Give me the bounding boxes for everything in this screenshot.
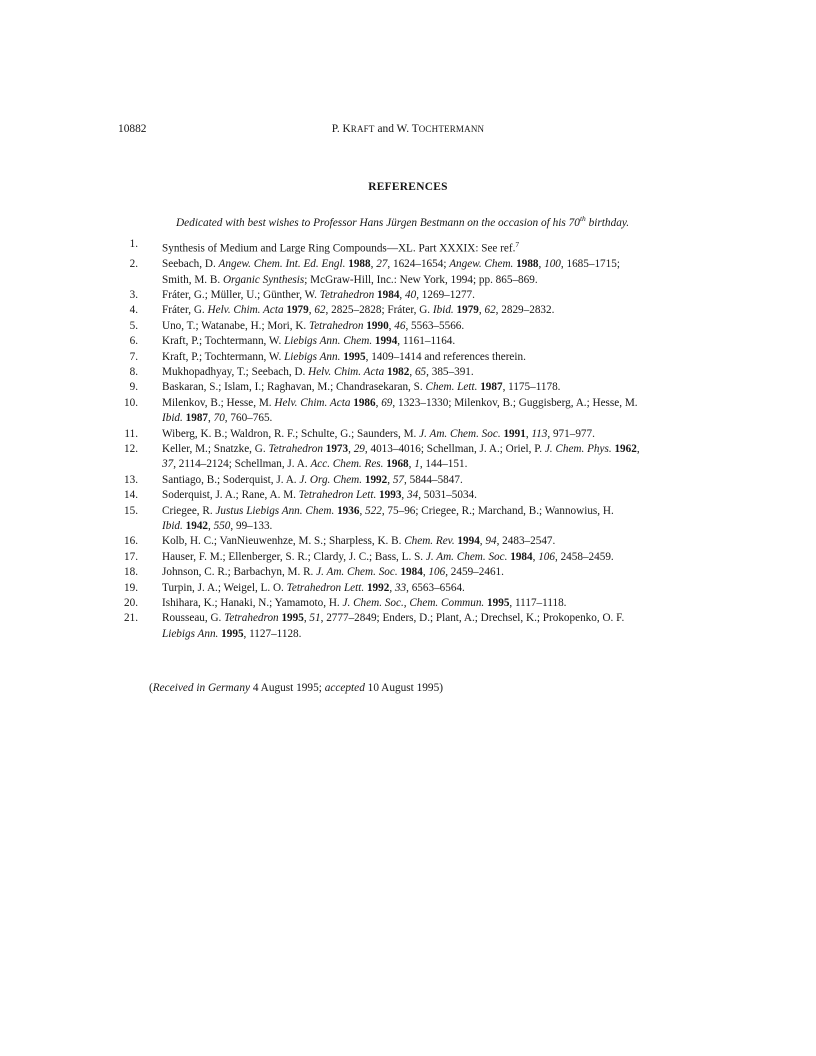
reference-item bbox=[118, 365, 718, 380]
reference-text: , bbox=[388, 319, 395, 332]
reference-text: , 4013–4016; Schellman, J. A.; Oriel, P. bbox=[364, 443, 545, 456]
reference-italic-text: Liebigs Ann. bbox=[162, 627, 219, 640]
reference-text: , 2483–2547. bbox=[496, 535, 556, 548]
reference-italic-text: Tetrahedron bbox=[309, 319, 364, 332]
reference-superscript: 7 bbox=[515, 240, 520, 249]
reference-text: , 1323–1330; Milenkov, B.; Guggisberg, A.; Hesse, M. bbox=[392, 396, 638, 409]
reference-text: , 5563–5566. bbox=[405, 319, 465, 332]
reference-line bbox=[162, 611, 718, 626]
reference-italic-text: Organic Synthesis bbox=[222, 273, 305, 286]
reference-year: 1993 bbox=[379, 489, 402, 502]
reference-italic-text: 106 bbox=[428, 566, 446, 579]
reference-text: , 5844–5847. bbox=[404, 473, 463, 486]
reference-text: , 144–151. bbox=[419, 458, 468, 471]
reference-text: , 75–96; Criegee, R.; Marchand, B.; Wannowius, H. bbox=[381, 504, 614, 517]
author-conjunction: and bbox=[377, 123, 394, 135]
page-number: 10882 bbox=[118, 123, 147, 135]
reference-line bbox=[162, 519, 718, 534]
reference-line bbox=[162, 565, 718, 580]
reference-year: 1982 bbox=[386, 365, 410, 378]
reference-number: 1. bbox=[129, 238, 138, 250]
reference-line bbox=[162, 534, 718, 549]
reference-text: Synthesis of Medium and Large Ring Compounds—XL. Part XXXIX: See ref. bbox=[162, 242, 516, 255]
reference-text: , bbox=[478, 304, 485, 317]
reference-line bbox=[162, 273, 718, 288]
reference-number: 16. bbox=[124, 535, 138, 548]
reference-number: 14. bbox=[124, 489, 138, 502]
reference-text: , 1127–1128. bbox=[243, 627, 302, 640]
reference-year: 1988 bbox=[516, 258, 539, 271]
reference-item bbox=[118, 319, 718, 334]
reference-text: Mukhopadhyay, T.; Seebach, D. bbox=[162, 365, 309, 378]
reference-italic-text: 113 bbox=[531, 427, 548, 440]
reference-line bbox=[162, 581, 718, 596]
reference-italic-text: J. Am. Chem. Soc. bbox=[419, 427, 501, 440]
accepted-label: accepted bbox=[324, 682, 365, 694]
reference-text: , bbox=[389, 581, 395, 594]
reference-item bbox=[118, 581, 718, 596]
reference-italic-text: Angew. Chem. Int. Ed. Engl. bbox=[218, 258, 346, 271]
reference-item bbox=[118, 303, 718, 318]
reference-number: 8. bbox=[129, 365, 138, 378]
reference-item bbox=[118, 427, 718, 442]
reference-italic-text: Liebigs Ann. Chem. bbox=[284, 335, 373, 348]
reference-text: Uno, T.; Watanabe, H.; Mori, K. bbox=[162, 319, 309, 332]
reference-italic-text: Chem. Lett. bbox=[425, 381, 478, 394]
reference-year: 1962 bbox=[614, 443, 637, 456]
reference-line bbox=[162, 257, 718, 272]
received-note bbox=[149, 682, 443, 694]
reference-text: , 2825–2828; Fráter, G. bbox=[325, 304, 433, 317]
reference-line bbox=[162, 396, 718, 411]
reference-italic-text: J. Org. Chem. bbox=[299, 473, 363, 486]
reference-text: , bbox=[387, 473, 393, 486]
reference-line bbox=[162, 319, 718, 334]
reference-number: 13. bbox=[124, 473, 138, 486]
reference-year: 1988 bbox=[348, 258, 371, 271]
accepted-date: 10 August 1995) bbox=[364, 682, 443, 694]
reference-number: 3. bbox=[129, 288, 138, 301]
reference-text: , bbox=[409, 365, 415, 378]
reference-italic-text: 94 bbox=[485, 535, 497, 548]
reference-text: Fráter, G. bbox=[162, 304, 208, 317]
reference-text: Ishihara, K.; Hanaki, N.; Yamamoto, H. bbox=[162, 597, 343, 610]
reference-italic-text: J. Chem. Soc., Chem. Commun. bbox=[342, 597, 485, 610]
reference-italic-text: Chem. Rev. bbox=[404, 535, 455, 548]
reference-italic-text: 65 bbox=[414, 365, 427, 378]
reference-text: Soderquist, J. A.; Rane, A. M. bbox=[162, 489, 299, 502]
reference-text: , bbox=[532, 550, 539, 563]
reference-year: 1979 bbox=[286, 304, 309, 317]
reference-line bbox=[162, 380, 718, 395]
reference-year: 1936 bbox=[337, 504, 360, 517]
reference-italic-text: 100 bbox=[544, 258, 561, 271]
reference-italic-text: Ibid. bbox=[432, 304, 454, 317]
reference-item bbox=[118, 565, 718, 580]
reference-item bbox=[118, 442, 718, 473]
reference-item bbox=[118, 396, 718, 427]
reference-text: , 1685–1715; bbox=[560, 258, 620, 271]
reference-text: , 1175–1178. bbox=[502, 381, 561, 394]
running-authors bbox=[118, 123, 698, 135]
reference-text: Santiago, B.; Soderquist, J. A. bbox=[162, 473, 300, 486]
reference-text: , 2459–2461. bbox=[445, 566, 504, 579]
dedication-tail: birthday. bbox=[585, 216, 630, 229]
reference-text: , bbox=[348, 443, 354, 456]
reference-item bbox=[118, 288, 718, 303]
reference-italic-text: 27 bbox=[376, 258, 388, 271]
reference-year: 1995 bbox=[221, 627, 244, 640]
reference-text: , bbox=[308, 304, 315, 317]
reference-italic-text: Helv. Chim. Acta bbox=[274, 396, 351, 409]
reference-year: 1994 bbox=[374, 335, 398, 348]
reference-italic-text: 550 bbox=[213, 520, 231, 533]
reference-item bbox=[118, 488, 718, 503]
reference-text: Hauser, F. M.; Ellenberger, S. R.; Clardy, J. C.; Bass, L. S. bbox=[162, 550, 426, 563]
reference-line bbox=[162, 303, 718, 318]
reference-year: 1968 bbox=[386, 458, 409, 471]
reference-item bbox=[118, 611, 718, 642]
reference-line bbox=[162, 427, 718, 442]
reference-item bbox=[118, 257, 718, 288]
reference-year: 1984 bbox=[510, 550, 533, 563]
reference-year: 1979 bbox=[456, 304, 479, 317]
reference-item bbox=[118, 550, 718, 565]
dedication bbox=[176, 214, 696, 229]
reference-text: ; McGraw-Hill, Inc.: New York, 1994; pp. 865–869. bbox=[304, 273, 538, 286]
reference-year: 1986 bbox=[353, 396, 376, 409]
author-2-surname-rest: OCHTERMANN bbox=[418, 124, 485, 134]
reference-year: 1942 bbox=[185, 520, 208, 533]
reference-year: 1994 bbox=[457, 535, 480, 548]
reference-text: Turpin, J. A.; Weigel, L. O. bbox=[162, 581, 287, 594]
reference-text: Keller, M.; Snatzke, G. bbox=[162, 443, 269, 456]
reference-item bbox=[118, 237, 718, 257]
reference-line bbox=[162, 350, 718, 365]
reference-line bbox=[162, 457, 718, 472]
reference-number: 12. bbox=[124, 443, 138, 456]
reference-item bbox=[118, 596, 718, 611]
reference-year: 1987 bbox=[185, 412, 208, 425]
reference-text: , 6563–6564. bbox=[406, 581, 465, 594]
reference-year: 1995 bbox=[281, 612, 304, 625]
reference-number: 6. bbox=[129, 335, 138, 348]
reference-number: 2. bbox=[129, 258, 138, 271]
reference-italic-text: Justus Liebigs Ann. Chem. bbox=[215, 504, 335, 517]
reference-item bbox=[118, 334, 718, 349]
reference-text: , 2114–2124; Schellman, J. A. bbox=[173, 458, 311, 471]
reference-text: , 760–765. bbox=[224, 412, 273, 425]
reference-italic-text: 40 bbox=[405, 288, 417, 301]
reference-italic-text: Ibid. bbox=[162, 520, 183, 533]
reference-italic-text: J. Am. Chem. Soc. bbox=[425, 550, 508, 563]
reference-number: 21. bbox=[124, 612, 138, 625]
reference-text: , 1161–1164. bbox=[397, 335, 456, 348]
reference-list bbox=[118, 237, 718, 642]
reference-line bbox=[162, 365, 718, 380]
reference-number: 10. bbox=[124, 396, 138, 409]
reference-line bbox=[162, 504, 718, 519]
reference-italic-text: Tetrahedron Lett. bbox=[286, 581, 365, 594]
reference-italic-text: 1 bbox=[414, 458, 420, 471]
reference-text: , bbox=[422, 566, 429, 579]
reference-item bbox=[118, 534, 718, 549]
reference-year: 1987 bbox=[480, 381, 503, 394]
reference-number: 5. bbox=[129, 319, 138, 332]
reference-line bbox=[162, 288, 718, 303]
author-1-initial: P. bbox=[331, 123, 340, 135]
reference-number: 18. bbox=[124, 566, 138, 579]
reference-text: , bbox=[370, 258, 377, 271]
reference-number: 11. bbox=[124, 427, 138, 440]
reference-number: 20. bbox=[124, 597, 138, 610]
reference-text: Baskaran, S.; Islam, I.; Raghavan, M.; Chandrasekaran, S. bbox=[162, 381, 426, 394]
reference-year: 1990 bbox=[366, 319, 389, 332]
reference-text: , 385–391. bbox=[426, 365, 474, 378]
reference-text: , bbox=[375, 396, 382, 409]
reference-text: , bbox=[538, 258, 545, 271]
reference-text: , bbox=[208, 412, 214, 425]
reference-text: Johnson, C. R.; Barbachyn, M. R. bbox=[162, 566, 317, 579]
reference-year: 1984 bbox=[400, 566, 423, 579]
reference-text: , bbox=[399, 288, 406, 301]
reference-text: , bbox=[636, 443, 640, 456]
reference-italic-text: 34 bbox=[407, 489, 419, 502]
reference-number: 9. bbox=[129, 381, 138, 394]
reference-line bbox=[162, 237, 718, 257]
reference-year: 1984 bbox=[377, 288, 400, 301]
reference-text: , bbox=[408, 458, 415, 471]
reference-italic-text: 62 bbox=[314, 304, 326, 317]
dedication-text: Dedicated with best wishes to Professor Hans Jürgen Bestmann on the occasion of his 70 bbox=[176, 216, 580, 229]
reference-text: , 1624–1654; bbox=[387, 258, 450, 271]
reference-year: 1973 bbox=[325, 443, 349, 456]
reference-text: , bbox=[525, 427, 532, 440]
reference-year: 1995 bbox=[343, 350, 366, 363]
reference-text: , 1269–1277. bbox=[416, 288, 475, 301]
reference-text: , 2458–2459. bbox=[554, 550, 614, 563]
dedication-superscript: th bbox=[579, 214, 586, 223]
reference-italic-text: Helv. Chim. Acta bbox=[308, 365, 385, 378]
reference-text: , 5031–5034. bbox=[418, 489, 477, 502]
reference-italic-text: Acc. Chem. Res. bbox=[310, 458, 384, 471]
reference-italic-text: 522 bbox=[365, 504, 382, 517]
reference-year: 1992 bbox=[366, 581, 390, 594]
references-heading: REFERENCES bbox=[368, 181, 448, 193]
reference-text: Seebach, D. bbox=[162, 258, 219, 271]
author-1-surname-initial: K bbox=[342, 123, 351, 135]
reference-italic-text: 51 bbox=[309, 612, 321, 625]
reference-item bbox=[118, 380, 718, 395]
reference-text: , bbox=[303, 612, 310, 625]
reference-text: , bbox=[401, 489, 408, 502]
reference-italic-text: Tetrahedron Lett. bbox=[298, 489, 377, 502]
reference-italic-text: Tetrahedron bbox=[224, 612, 279, 625]
reference-text: Kraft, P.; Tochtermann, W. bbox=[162, 335, 285, 348]
reference-text: Milenkov, B.; Hesse, M. bbox=[162, 396, 275, 409]
reference-number: 7. bbox=[129, 350, 138, 363]
received-date: 4 August 1995; bbox=[250, 682, 325, 694]
author-2-initial: W. bbox=[396, 123, 410, 135]
reference-item bbox=[118, 350, 718, 365]
reference-item bbox=[118, 504, 718, 535]
reference-line bbox=[162, 596, 718, 611]
reference-number: 17. bbox=[124, 550, 138, 563]
reference-italic-text: 69 bbox=[381, 396, 393, 409]
reference-italic-text: 70 bbox=[213, 412, 225, 425]
reference-text: Rousseau, G. bbox=[162, 612, 225, 625]
running-header bbox=[118, 123, 698, 139]
reference-italic-text: 62 bbox=[484, 304, 496, 317]
reference-italic-text: 46 bbox=[394, 319, 406, 332]
reference-year: 1995 bbox=[487, 597, 510, 610]
reference-item bbox=[118, 473, 718, 488]
reference-line bbox=[162, 473, 718, 488]
reference-text: , 1409–1414 and references therein. bbox=[365, 350, 526, 363]
reference-italic-text: Angew. Chem. bbox=[449, 258, 514, 271]
reference-text: Kraft, P.; Tochtermann, W. bbox=[162, 350, 285, 363]
reference-line bbox=[162, 550, 718, 565]
reference-text: , 971–977. bbox=[547, 427, 595, 440]
received-open-paren: ( bbox=[149, 682, 153, 694]
author-2-surname-initial: T bbox=[411, 123, 419, 135]
reference-italic-text: J. Am. Chem. Soc. bbox=[316, 566, 398, 579]
reference-text: , 99–133. bbox=[230, 520, 273, 533]
reference-number: 15. bbox=[124, 504, 138, 517]
reference-text: , 2777–2849; Enders, D.; Plant, A.; Drechsel, K.; Prokopenko, O. F. bbox=[320, 612, 625, 625]
reference-text: Criegee, R. bbox=[162, 504, 216, 517]
reference-line bbox=[162, 442, 718, 457]
reference-text: , 2829–2832. bbox=[495, 304, 555, 317]
reference-text: Wiberg, K. B.; Waldron, R. F.; Schulte, G.; Saunders, M. bbox=[162, 427, 420, 440]
reference-text: , 1117–1118. bbox=[509, 597, 567, 610]
reference-line bbox=[162, 411, 718, 426]
reference-italic-text: 37 bbox=[162, 458, 174, 471]
reference-number: 19. bbox=[124, 581, 138, 594]
reference-italic-text: J. Chem. Phys. bbox=[544, 443, 612, 456]
reference-line bbox=[162, 334, 718, 349]
reference-text: , bbox=[479, 535, 486, 548]
reference-text: , bbox=[359, 504, 366, 517]
reference-italic-text: 57 bbox=[392, 473, 404, 486]
author-1-surname-rest: RAFT bbox=[350, 124, 375, 134]
reference-text: Smith, M. B. bbox=[162, 273, 223, 286]
reference-year: 1992 bbox=[364, 473, 388, 486]
reference-italic-text: 106 bbox=[538, 550, 555, 563]
reference-italic-text: Liebigs Ann. bbox=[284, 350, 341, 363]
reference-italic-text: Tetrahedron bbox=[319, 288, 375, 301]
reference-year: 1991 bbox=[503, 427, 526, 440]
reference-italic-text: Tetrahedron bbox=[268, 443, 323, 456]
reference-italic-text: 29 bbox=[353, 443, 365, 456]
reference-line bbox=[162, 488, 718, 503]
reference-italic-text: 33 bbox=[394, 581, 407, 594]
reference-italic-text: Ibid. bbox=[162, 412, 183, 425]
reference-text: Fráter, G.; Müller, U.; Günther, W. bbox=[162, 288, 320, 301]
reference-text: Kolb, H. C.; VanNieuwenhze, M. S.; Sharpless, K. B. bbox=[162, 535, 405, 548]
reference-line bbox=[162, 627, 718, 642]
received-label: Received in Germany bbox=[152, 682, 250, 694]
reference-number: 4. bbox=[129, 304, 138, 317]
reference-text: , bbox=[208, 520, 214, 533]
reference-italic-text: Helv. Chim. Acta bbox=[207, 304, 284, 317]
